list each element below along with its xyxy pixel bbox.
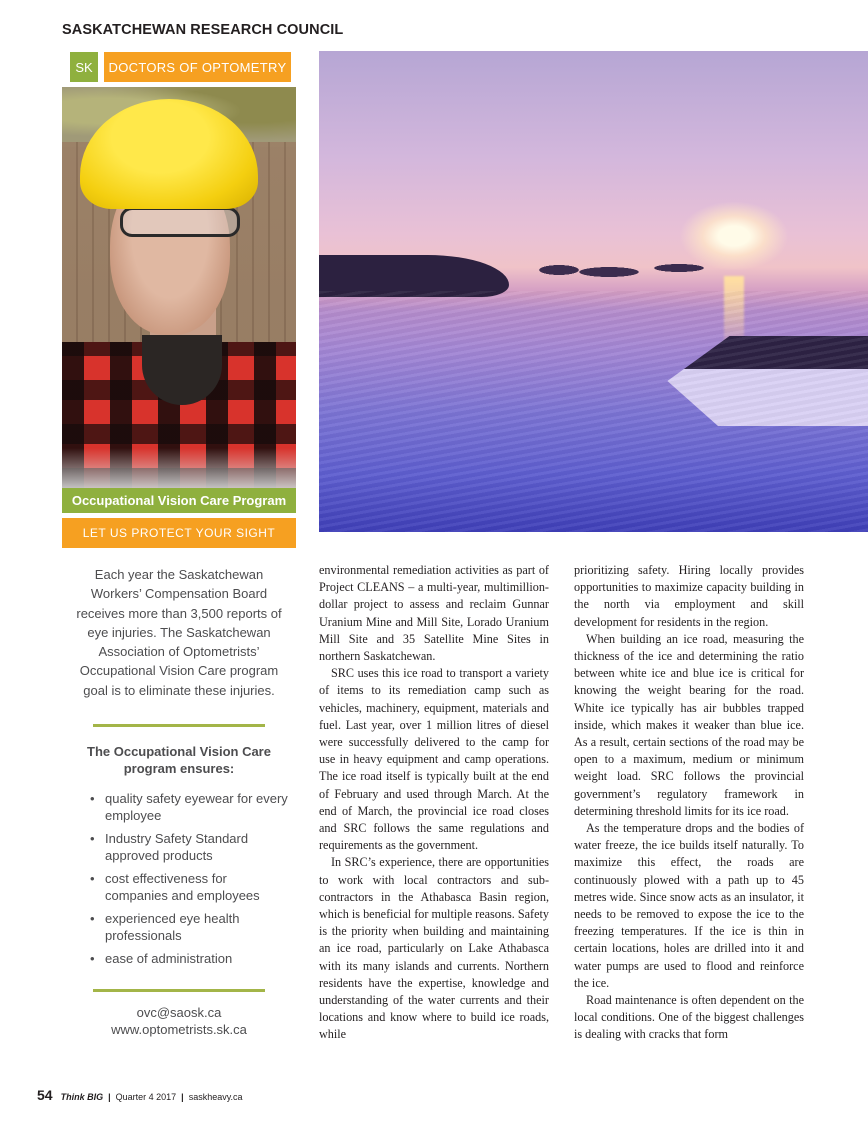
article-column-2 — [574, 562, 804, 1044]
ice-road-photo — [319, 51, 868, 532]
page-number: 54 — [37, 1087, 53, 1103]
list-item-text: cost effectiveness for companies and employees — [105, 871, 260, 903]
footer-separator: | — [108, 1092, 111, 1102]
article-column-1 — [319, 562, 549, 1044]
bullet-icon: • — [90, 831, 95, 846]
article-paragraph: As the temperature drops and the bodies of water freeze, the ice builds itself naturally. To maximize this effect, the roads are continuously plowed with a path up to 45 metres wide. Since snow acts as an insulator, it needs to be removed to expose the ice to the freezing temperatures. If the ice is thin in certain locations, holes are drilled into it and water pumps are used to flood and reinforce the ice. — [574, 821, 804, 990]
page-footer — [37, 1087, 243, 1103]
website-link[interactable]: saskheavy.ca — [188, 1092, 243, 1102]
list-item — [90, 830, 290, 864]
ensure-heading: The Occupational Vision Care program ensures: — [87, 744, 271, 776]
photo-fade — [62, 448, 296, 488]
sun-icon — [679, 201, 789, 271]
bullet-icon: • — [90, 951, 95, 966]
doctors-of-optometry-tag: DOCTORS OF OPTOMETRY — [104, 52, 291, 82]
list-item — [90, 790, 290, 824]
ensure-list — [90, 790, 290, 973]
list-item — [90, 950, 290, 967]
section-title: SASKATCHEWAN RESEARCH COUNCIL — [62, 22, 344, 38]
program-label-bar: Occupational Vision Care Program — [62, 488, 296, 513]
list-item-text: experienced eye health professionals — [105, 911, 240, 943]
issue-label: Quarter 4 2017 — [115, 1092, 177, 1102]
article-paragraph: SRC uses this ice road to transport a variety of items to its remediation camp such as vehicles, machinery, equipment, materials and fuel. Last year, over 1 million litres of diesel were successfully delivered to the camp for use in heavy equipment and camp operations. The ice road itself is typically built at the end of February and used through March. At the end of March, the provincial ice road closes and SRC follows the same regulations and requirements as the government. — [319, 666, 549, 853]
bullet-icon: • — [90, 791, 95, 806]
list-item-text: quality safety eyewear for every employee — [105, 791, 288, 823]
article-paragraph: environmental remediation activities as part of Project CLEANS – a multi-year, multimillion-dollar project to assess and reclaim Gunnar Uranium Mine and Mill Site, Lorado Uranium Mill Site and 35 Satellite Mine Sites in northern Saskatchewan. — [319, 563, 549, 664]
contact-website[interactable]: www.optometrists.sk.ca — [111, 1022, 247, 1037]
divider-rule — [93, 989, 265, 992]
sidebar-intro: Each year the Saskatchewan Workers’ Compensation Board receives more than 3,500 reports of eye injuries. The Saskatchewan Association of Optometrists’ Occupational Vision Care program goal is to eliminate these injuries. — [76, 567, 282, 698]
tagline-bar: LET US PROTECT YOUR SIGHT — [62, 518, 296, 548]
province-tag: SK — [70, 52, 98, 82]
contact-email[interactable]: ovc@saosk.ca — [136, 1005, 222, 1020]
list-item — [90, 910, 290, 944]
article-paragraph: Road maintenance is often dependent on the local conditions. One of the biggest challenges is dealing with cracks that form — [574, 993, 804, 1042]
bullet-icon: • — [90, 911, 95, 926]
magazine-name: Think BIG — [60, 1092, 104, 1102]
list-item-text: ease of administration — [105, 951, 233, 966]
list-item — [90, 870, 290, 904]
portrait-photo — [62, 87, 296, 488]
article-paragraph: In SRC’s experience, there are opportunities to work with local contractors and sub-contractors in the Athabasca Basin region, which is beneficial for multiple reasons. Safety is the priority when building and maintaining an ice road, particularly on Lake Athabasca with its many islands and currents. Northern residents have the expertise, knowledge and understanding of the water currents and their locations and know where to build ice roads, while — [319, 855, 549, 1042]
contact-block — [68, 1004, 290, 1038]
list-item-text: Industry Safety Standard approved products — [105, 831, 249, 863]
safety-glasses-icon — [120, 207, 240, 237]
bullet-icon: • — [90, 871, 95, 886]
photo-islands — [539, 263, 739, 277]
article-paragraph: When building an ice road, measuring the thickness of the ice and determining the ratio between white ice and blue ice is critical for knowing the weight bearing for the road. White ice typically has air bubbles trapped inside, which makes it weaker than blue ice. As a result, certain sections of the road may be open to a maximum, medium or minimum weight load. SRC follows the provincial government’s regulatory framework in determining threshold limits for its ice road. — [574, 631, 804, 818]
divider-rule — [93, 724, 265, 727]
article-paragraph: prioritizing safety. Hiring locally provides opportunities to maximize capacity building in the north via employment and skill development for residents in the region. — [574, 563, 804, 629]
footer-separator: | — [181, 1092, 184, 1102]
photo-ice-texture — [319, 291, 868, 532]
